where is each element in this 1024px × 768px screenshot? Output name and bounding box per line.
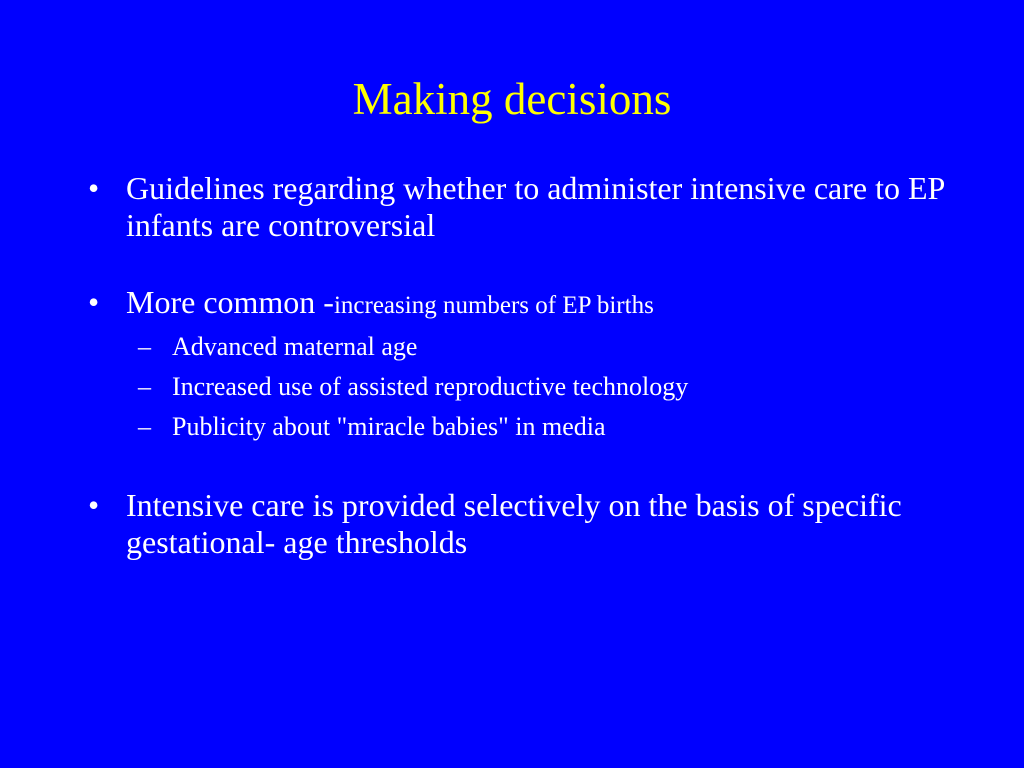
bullet-marker: • [88,170,100,206]
bullet-text: Guidelines regarding whether to administer intensive care to EP infants are controversial [126,170,945,243]
sub-bullet-marker: – [138,332,151,361]
bullet-marker: • [88,487,100,523]
bullet-list [88,170,968,561]
sub-bullet-item [126,407,968,447]
sub-bullet-text: Advanced maternal age [172,332,418,361]
bullet-item-intensive-care [88,487,968,561]
sub-bullet-marker: – [138,372,151,401]
bullet-text-small: increasing numbers of EP births [333,292,654,319]
sub-bullet-item [126,327,968,367]
sub-bullet-item [126,367,968,407]
bullet-text: More common - [126,284,334,320]
sub-bullet-text: Increased use of assisted reproductive technology [172,372,689,401]
bullet-item-guidelines [88,170,968,244]
sub-bullet-text: Publicity about "miracle babies" in media [172,412,606,441]
sub-bullet-marker: – [138,412,151,441]
bullet-text: Intensive care is provided selectively on the basis of specific gestational- age thresholds [126,487,902,560]
bullet-marker: • [88,284,100,320]
sub-bullet-list [126,327,968,447]
bullet-item-more-common [88,284,968,447]
slide-title: Making decisions [352,74,672,124]
